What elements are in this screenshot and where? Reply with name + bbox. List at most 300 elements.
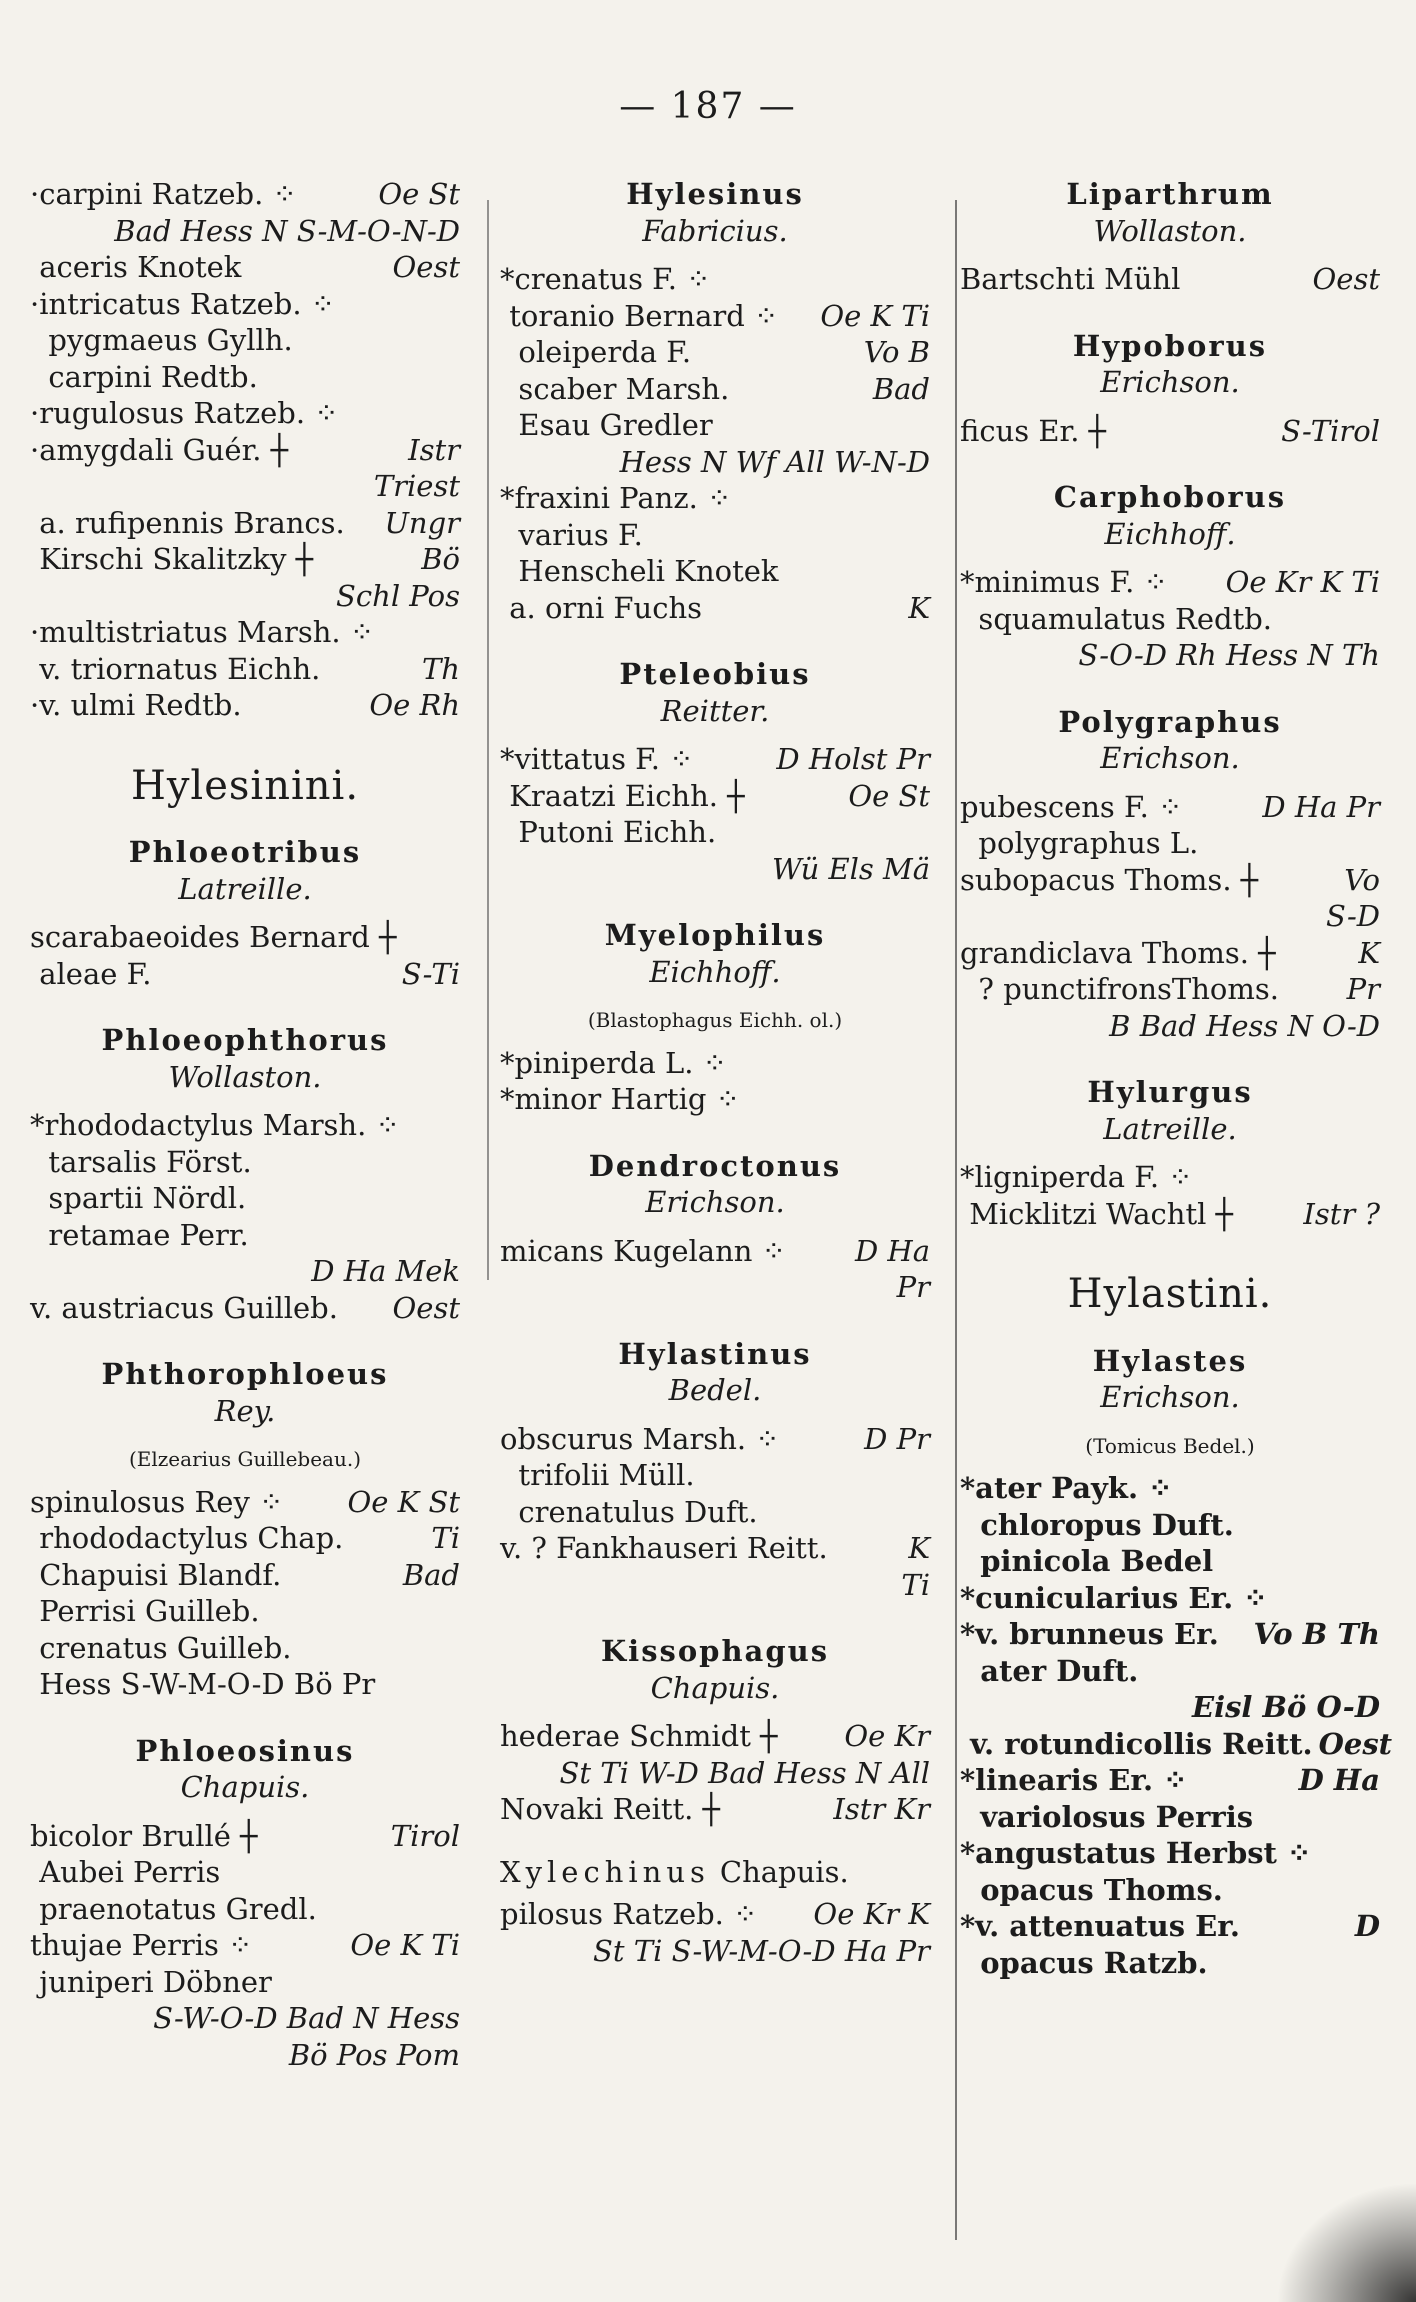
species-name: Aubei Perris: [30, 1855, 221, 1889]
genus-heading: Dendroctonus: [588, 1148, 842, 1183]
distribution: St Ti W-D Bad Hess N All: [559, 1755, 930, 1790]
species-list: [960, 1470, 1393, 1981]
species-name: trifolii Müll.: [500, 1458, 695, 1492]
distribution: Th: [421, 651, 460, 686]
genus-heading: Phloeophthorus: [101, 1023, 389, 1057]
distribution: Ti: [901, 1567, 930, 1602]
species-entry: [960, 1507, 1380, 1544]
species-entry: [500, 480, 930, 517]
species-entry: [500, 1233, 930, 1270]
species-name: juniperi Döbner: [30, 1964, 272, 1999]
distribution: [727, 1045, 930, 1082]
genus-author: Eichhoff.: [649, 954, 781, 989]
distribution: Pr: [1346, 972, 1380, 1006]
species-entry: [30, 541, 460, 578]
species-name: Kirschi Skalitzky ┼: [30, 542, 314, 576]
species-entry: [960, 1470, 1380, 1507]
distribution: Bad Hess N S-M-O-N-D: [114, 213, 460, 248]
species-entry: [30, 468, 460, 505]
species-name: variolosus Perris: [960, 1799, 1254, 1834]
genus-heading: Hylastinus: [618, 1336, 812, 1371]
distribution: Wü Els Mä: [771, 851, 930, 886]
distribution: Oe St: [848, 778, 930, 813]
species-name: retamae Perr.: [30, 1217, 249, 1252]
species-name: crenatus Guilleb.: [30, 1630, 292, 1665]
species-name: v. triornatus Eichh.: [30, 651, 321, 686]
species-entry: [960, 601, 1380, 638]
species-name: Henscheli Knotek: [500, 554, 779, 588]
species-name: *minor Hartig ⁘: [500, 1082, 740, 1116]
species-entry: [30, 249, 460, 286]
distribution: Oest: [1312, 262, 1380, 296]
species-entry: [30, 286, 460, 323]
species-name: Bartschti Mühl: [960, 262, 1181, 296]
species-entry: [500, 1494, 930, 1531]
species-entry: [30, 1107, 460, 1144]
species-name: Putoni Eichh.: [500, 815, 717, 849]
species-name: Chapuisi Blandf.: [30, 1557, 282, 1592]
species-entry: [500, 1791, 930, 1828]
distribution: [292, 1630, 461, 1667]
species-list: [960, 261, 1380, 298]
species-name: carpini Redtb.: [30, 359, 258, 394]
species-entry: [960, 564, 1380, 601]
distribution: [375, 1666, 460, 1703]
genus-heading-inline: [500, 1854, 930, 1891]
genus-author: Wollaston.: [168, 1059, 322, 1094]
species-name: toranio Bernard ⁘: [500, 298, 779, 333]
distribution: [1311, 1835, 1380, 1872]
species-entry: [500, 334, 930, 371]
genus-author: Erichson.: [645, 1185, 785, 1219]
species-list: [30, 1484, 460, 1703]
species-entry: [960, 1762, 1380, 1799]
species-list: [960, 789, 1380, 1045]
distribution: Bö: [421, 542, 460, 576]
distribution: Hess N Wf All W-N-D: [619, 444, 930, 479]
genus-author: Chapuis.: [180, 1770, 310, 1804]
distribution: [272, 1964, 460, 2001]
distribution: [246, 1180, 460, 1217]
species-name: oleiperda F.: [500, 335, 692, 369]
species-entry: [30, 2000, 460, 2037]
distribution: D Ha: [854, 1233, 930, 1268]
species-entry: [500, 371, 930, 408]
species-name: *ater Payk. ⁘: [960, 1471, 1173, 1505]
distribution: [1234, 1507, 1380, 1544]
distribution: S-O-D Rh Hess N Th: [1078, 638, 1380, 672]
species-entry: [30, 176, 460, 213]
species-entry: [500, 553, 930, 590]
species-name: Micklitzi Wachtl ┼: [960, 1196, 1234, 1231]
genus-author: Fabricius.: [642, 213, 788, 248]
distribution: [731, 480, 930, 517]
column-2: [500, 176, 930, 2262]
species-entry: [500, 1755, 930, 1792]
species-name: squamulatus Redtb.: [960, 601, 1273, 636]
distribution: [1198, 825, 1380, 862]
genus-author: Chapuis.: [719, 1854, 849, 1889]
distribution: [260, 1593, 460, 1630]
distribution: [1213, 1543, 1380, 1580]
species-entry: [30, 432, 460, 469]
distribution: [1223, 1872, 1380, 1909]
species-list: [500, 1045, 930, 1118]
species-name: a. rufipennis Brancs.: [30, 505, 345, 540]
synonym-note: (Blastophagus Eichh. ol.): [587, 1008, 843, 1032]
species-name: grandiclava Thoms. ┼: [960, 935, 1276, 970]
distribution: S-D: [1326, 899, 1380, 933]
distribution: [374, 614, 460, 651]
species-name: polygraphus L.: [960, 826, 1199, 860]
species-entry: [500, 1081, 930, 1118]
species-name: pygmaeus Gyllh.: [30, 323, 293, 357]
distribution: Oest: [392, 250, 460, 284]
species-entry: [960, 825, 1380, 862]
distribution: [1138, 1653, 1380, 1690]
species-entry: [960, 862, 1380, 899]
species-name: ater Duft.: [960, 1653, 1139, 1688]
species-list: [960, 564, 1380, 674]
genus-heading: Carphoborus: [1053, 480, 1287, 514]
distribution: Bö Pos Pom: [288, 2037, 460, 2072]
species-entry: [30, 1818, 460, 1855]
species-list: [500, 741, 930, 887]
distribution: S-W-O-D Bad N Hess: [153, 2001, 460, 2035]
species-entry: [30, 1630, 460, 1667]
species-name: micans Kugelann ⁘: [500, 1233, 786, 1268]
species-name: *piniperda L. ⁘: [500, 1045, 727, 1080]
genus-heading: Hypoborus: [1072, 328, 1268, 363]
species-entry: [960, 1872, 1380, 1909]
distribution: Eisl Bö O-D: [1191, 1690, 1380, 1724]
species-name: Hess S-W-M-O-D Bö Pr: [30, 1667, 376, 1701]
species-name: *fraxini Panz. ⁘: [500, 481, 732, 515]
distribution: Oe Kr: [844, 1719, 930, 1753]
species-entry: [500, 298, 930, 335]
species-entry: [30, 395, 460, 432]
distribution: D: [1354, 1909, 1380, 1943]
genus-name: Xylechinus: [500, 1854, 710, 1889]
species-entry: [30, 1217, 460, 1254]
species-entry: [960, 1945, 1380, 1982]
species-list: [30, 176, 460, 724]
distribution: Oe Rh: [369, 688, 460, 722]
distribution: D Ha: [1298, 1763, 1380, 1797]
species-entry: [30, 1557, 460, 1594]
species-entry: [500, 851, 930, 888]
species-name: Novaki Reitt. ┼: [500, 1792, 721, 1826]
species-name: ? punctifronsThoms.: [960, 972, 1279, 1006]
species-entry: [30, 2037, 460, 2074]
species-entry: [960, 1908, 1380, 1945]
distribution: [1253, 1799, 1380, 1836]
distribution: [335, 286, 460, 323]
species-name: *v. brunneus Er.: [960, 1617, 1219, 1651]
species-name: *angustatus Herbst ⁘: [960, 1836, 1312, 1870]
species-entry: [960, 1616, 1380, 1653]
species-entry: [960, 1653, 1380, 1690]
column-3: [960, 176, 1393, 2262]
species-name: ficus Er. ┼: [960, 413, 1107, 448]
species-entry: [30, 213, 460, 250]
column-1: [30, 176, 460, 2262]
species-entry: [500, 1530, 930, 1567]
distribution: Istr: [408, 432, 460, 467]
distribution: [716, 814, 930, 851]
species-entry: [30, 1854, 460, 1891]
distribution: [643, 517, 930, 554]
species-name: crenatulus Duft.: [500, 1494, 758, 1529]
species-name: obscurus Marsh. ⁘: [500, 1421, 780, 1456]
distribution: Oe St: [378, 177, 460, 211]
genus-author: Chapuis.: [650, 1670, 780, 1705]
species-list: [500, 1718, 930, 1828]
species-name: *crenatus F. ⁘: [500, 262, 711, 296]
distribution: [220, 1854, 460, 1891]
distribution: Oest: [392, 1290, 460, 1325]
distribution: Bad: [872, 371, 930, 406]
species-name: thujae Perris ⁘: [30, 1928, 253, 1962]
species-list: [960, 1159, 1380, 1232]
species-name: ·carpini Ratzeb. ⁘: [30, 177, 297, 211]
distribution: Oe Kr K Ti: [1225, 565, 1380, 599]
genus-author: Eichhoff.: [1104, 516, 1236, 551]
species-entry: [30, 1290, 460, 1327]
species-entry: [30, 1484, 460, 1521]
species-entry: [500, 1567, 930, 1604]
species-name: a. orni Fuchs: [500, 590, 703, 625]
species-entry: [960, 637, 1380, 674]
species-entry: [30, 1180, 460, 1217]
species-name: v. rotundicollis Reitt.: [960, 1726, 1313, 1761]
species-name: *rhododactylus Marsh. ⁘: [30, 1108, 400, 1142]
distribution: [252, 1144, 460, 1181]
tribe-heading: Hylesinini.: [130, 762, 360, 809]
species-entry: [30, 1253, 460, 1290]
species-entry: [30, 1520, 460, 1557]
species-name: scarabaeoides Bernard ┼: [30, 920, 397, 954]
species-entry: [500, 1896, 930, 1933]
species-name: praenotatus Gredl.: [30, 1891, 317, 1926]
distribution: D Holst Pr: [776, 742, 930, 776]
distribution: [711, 261, 930, 298]
species-name: hederae Schmidt ┼: [500, 1719, 778, 1753]
species-name: pubescens F. ⁘: [960, 789, 1183, 824]
genus-heading: Hylurgus: [1087, 1075, 1253, 1109]
species-list: [500, 261, 930, 626]
species-entry: [30, 651, 460, 688]
species-list: [30, 1107, 460, 1326]
species-entry: [30, 1144, 460, 1181]
distribution: D Ha Pr: [1262, 789, 1380, 824]
genus-heading: Kissophagus: [600, 1634, 830, 1668]
distribution: [339, 395, 460, 432]
species-entry: [500, 590, 930, 627]
species-entry: [960, 1543, 1380, 1580]
species-name: *vittatus F. ⁘: [500, 742, 694, 776]
genus-heading: Myelophilus: [604, 918, 826, 952]
genus-author: Rey.: [214, 1393, 276, 1428]
species-entry: [500, 1421, 930, 1458]
distribution: S-Ti: [401, 956, 460, 991]
species-entry: [960, 1008, 1380, 1045]
species-entry: [960, 413, 1380, 450]
genus-author: Reitter.: [660, 693, 770, 728]
species-name: tarsalis Först.: [30, 1144, 252, 1179]
column-divider-left: [487, 200, 489, 1280]
species-name: spinulosus Rey ⁘: [30, 1484, 284, 1519]
distribution: [713, 407, 930, 444]
species-name: *minimus F. ⁘: [960, 565, 1168, 599]
distribution: K: [1358, 935, 1380, 970]
species-entry: [500, 814, 930, 851]
distribution: Schl Pos: [336, 578, 460, 613]
distribution: [695, 1457, 930, 1494]
column-divider-right: [955, 200, 957, 2240]
distribution: Bad: [402, 1557, 460, 1592]
species-list: [500, 1896, 930, 1969]
species-list: [500, 1233, 930, 1306]
distribution: Oest: [1318, 1726, 1393, 1761]
distribution: [397, 919, 460, 956]
species-entry: [30, 1964, 460, 2001]
genus-heading: Phloeosinus: [135, 1733, 355, 1768]
genus-heading: Hylastes: [1092, 1343, 1248, 1378]
species-name: bicolor Brullé ┼: [30, 1818, 258, 1853]
distribution: [1268, 1580, 1380, 1617]
genus-author: Erichson.: [1100, 1380, 1240, 1414]
species-name: aleae F.: [30, 956, 152, 991]
distribution: Ungr: [384, 505, 460, 540]
species-entry: [30, 1666, 460, 1703]
distribution: [293, 322, 460, 359]
species-entry: [30, 614, 460, 651]
species-entry: [960, 1580, 1380, 1617]
genus-author: Erichson.: [1100, 741, 1240, 775]
species-entry: [30, 322, 460, 359]
species-entry: [960, 1689, 1380, 1726]
genus-heading: Hylesinus: [626, 177, 804, 211]
species-entry: [30, 687, 460, 724]
species-list: [500, 1421, 930, 1604]
genus-author: Latreille.: [1103, 1111, 1237, 1146]
species-entry: [500, 1269, 930, 1306]
species-list: [960, 413, 1380, 450]
distribution: Tirol: [390, 1818, 460, 1853]
distribution: K: [908, 590, 930, 625]
species-entry: [960, 1159, 1380, 1196]
species-entry: [960, 898, 1380, 935]
species-name: opacus Ratzb.: [960, 1945, 1208, 1980]
species-name: spartii Nördl.: [30, 1181, 247, 1215]
species-entry: [500, 261, 930, 298]
synonym-note: (Tomicus Bedel.): [1085, 1433, 1255, 1458]
species-name: opacus Thoms.: [960, 1872, 1223, 1907]
distribution: Istr ?: [1303, 1196, 1380, 1231]
distribution: St Ti S-W-M-O-D Ha Pr: [593, 1933, 930, 1968]
species-entry: [30, 1891, 460, 1928]
distribution: [249, 1217, 460, 1254]
species-name: *linearis Er. ⁘: [960, 1763, 1188, 1797]
species-entry: [30, 505, 460, 542]
species-entry: [500, 444, 930, 481]
species-name: chloropus Duft.: [960, 1507, 1234, 1542]
species-entry: [500, 1718, 930, 1755]
species-name: ·multistriatus Marsh. ⁘: [30, 615, 375, 649]
distribution: [258, 359, 460, 396]
distribution: Oe Kr K: [813, 1897, 930, 1931]
species-name: *cunicularius Er. ⁘: [960, 1580, 1268, 1615]
species-name: varius F.: [500, 517, 643, 552]
species-list: [30, 919, 460, 992]
distribution: B Bad Hess N O-D: [1109, 1008, 1380, 1043]
genus-heading: Pteleobius: [619, 657, 811, 691]
species-name: ·v. ulmi Redtb.: [30, 688, 242, 722]
species-entry: [960, 1835, 1380, 1872]
species-entry: [960, 1726, 1393, 1763]
distribution: Oe K St: [347, 1484, 460, 1519]
species-entry: [960, 935, 1380, 972]
species-name: pinicola Bedel: [960, 1544, 1214, 1578]
species-entry: [500, 741, 930, 778]
genus-author: Bedel.: [668, 1373, 762, 1407]
page-number: — 187 —: [619, 86, 797, 127]
species-name: scaber Marsh.: [500, 371, 730, 406]
species-list: [30, 1818, 460, 2074]
species-entry: [30, 578, 460, 615]
distribution: D Ha Mek: [311, 1254, 460, 1288]
distribution: [1172, 1470, 1380, 1507]
distribution: Triest: [373, 469, 460, 503]
distribution: [740, 1081, 930, 1118]
distribution: [400, 1107, 460, 1144]
genus-author: Latreille.: [178, 871, 312, 906]
distribution: D Pr: [864, 1421, 930, 1456]
distribution: [779, 553, 931, 590]
distribution: K: [908, 1531, 930, 1565]
species-name: Esau Gredler: [500, 408, 713, 442]
species-entry: [30, 359, 460, 396]
species-entry: [500, 1457, 930, 1494]
genus-heading: Polygraphus: [1058, 704, 1282, 739]
synonym-note: (Elzearius Guillebeau.): [128, 1447, 362, 1471]
species-entry: [960, 789, 1380, 826]
genus-heading: Phthorophloeus: [101, 1357, 389, 1391]
distribution: [1272, 601, 1380, 638]
genus-heading: Liparthrum: [1066, 177, 1274, 211]
species-entry: [960, 1196, 1380, 1233]
distribution: S-Tirol: [1281, 413, 1380, 448]
page-corner-shadow: [1276, 2182, 1416, 2302]
distribution: Vo B: [863, 335, 930, 369]
distribution: Istr Kr: [833, 1792, 930, 1826]
distribution: Ti: [431, 1521, 460, 1555]
distribution: Vo: [1344, 862, 1380, 897]
species-name: v. ? Fankhauseri Reitt.: [500, 1531, 828, 1565]
species-entry: [960, 971, 1380, 1008]
distribution: Vo B Th: [1253, 1617, 1380, 1651]
species-entry: [960, 1799, 1380, 1836]
distribution: Oe K Ti: [820, 298, 930, 333]
species-name: Perrisi Guilleb.: [30, 1594, 260, 1628]
genus-heading: Phloeotribus: [128, 835, 362, 869]
genus-author: Erichson.: [1100, 365, 1240, 399]
distribution: [317, 1891, 460, 1928]
species-entry: [500, 1045, 930, 1082]
species-entry: [500, 517, 930, 554]
species-name: pilosus Ratzeb. ⁘: [500, 1897, 758, 1931]
